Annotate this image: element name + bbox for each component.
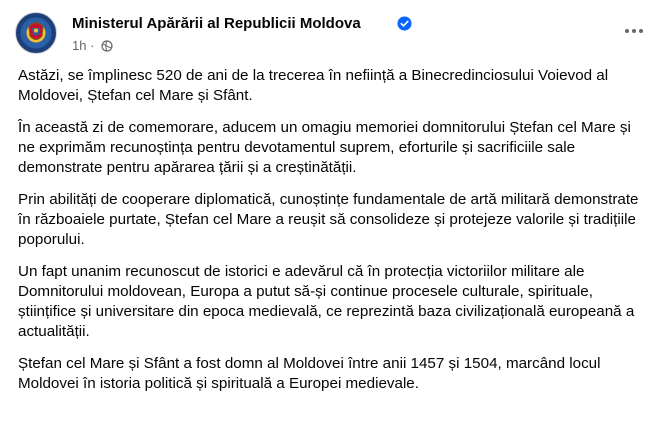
post-paragraph: Un fapt unanim recunoscut de istorici e adevărul că în protecția victoriilor militare ale Domnitorului moldovean, Europa a putut să-și continue procesele culturale, spirituale, științifice și universitare din epoca medievală, ce reprezintă baza civilizațională europeană a actualității. — [18, 263, 635, 340]
meta-separator: · — [90, 38, 95, 54]
post-meta — [72, 37, 113, 53]
more-options-icon — [625, 29, 629, 33]
post-timestamp[interactable]: 1h — [72, 38, 87, 54]
globe-icon[interactable] — [101, 40, 113, 52]
post-paragraph: Prin abilități de cooperare diplomatică, cunoștințe fundamentale de artă militară demonstrate în războaiele purtate, Ștefan cel Mare a reușit să consolideze și protejeze valorile și tradițiile poporului. — [18, 191, 639, 248]
post-paragraph: Ștefan cel Mare și Sfânt a fost domn al Moldovei între anii 1457 și 1504, marcând locul Moldovei în istoria politică și spirituală a Europei medievale. — [18, 355, 601, 392]
coat-of-arms-icon — [16, 13, 56, 53]
page-name-link[interactable]: Ministerul Apărării al Republicii Moldova — [72, 15, 361, 32]
page-avatar[interactable] — [15, 12, 57, 54]
verified-badge-icon — [397, 16, 412, 31]
post-paragraph: În această zi de comemorare, aducem un omagiu memoriei domnitorului Ștefan cel Mare și ne exprimăm recunoștința pentru devotamentul suprem, eforturile și sacrificiile sale demonstrate pentru apărarea țării și a creștinătății. — [18, 119, 631, 176]
post-text — [18, 66, 650, 406]
post-header — [15, 12, 652, 56]
post-paragraph: Astăzi, se împlinesc 520 de ani de la trecerea în neființă a Binecredinciosului Voievod al Moldovei, Ștefan cel Mare și Sfânt. — [18, 67, 609, 104]
more-options-button[interactable] — [620, 20, 648, 42]
